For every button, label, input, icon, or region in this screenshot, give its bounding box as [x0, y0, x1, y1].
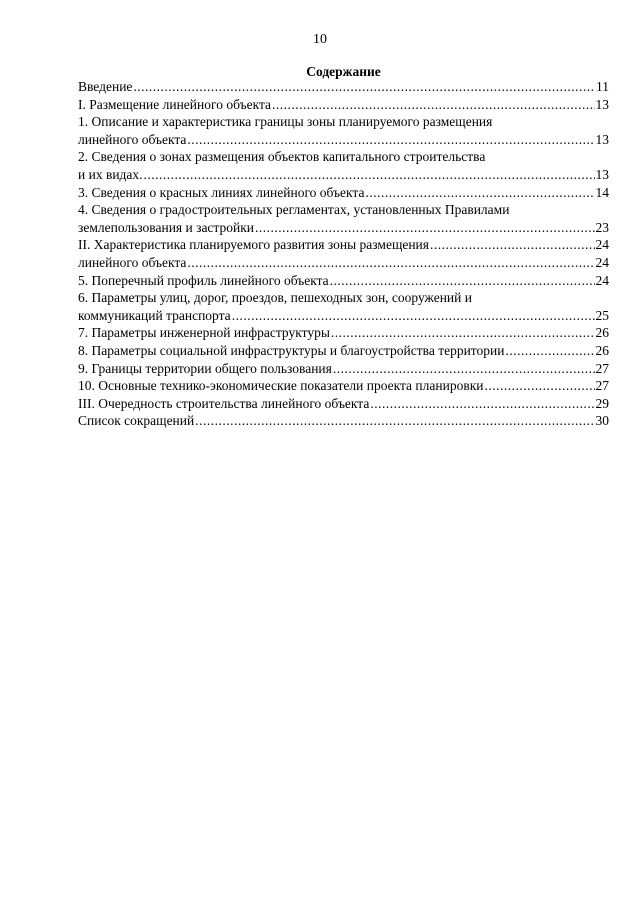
toc-entry-line [78, 272, 609, 290]
toc-page-number: 27 [595, 360, 609, 376]
toc-entry [78, 148, 609, 183]
toc-entry-title: III. Очередность строительства линейного объекта [78, 395, 370, 411]
toc-page-number: 24 [595, 272, 609, 288]
toc-dot-leader [505, 342, 594, 360]
toc-entry-title: линейного объекта [78, 254, 187, 270]
toc-entry-title: II. Характеристика планируемого развития зоны размещения [78, 237, 429, 253]
toc-entry-title: I. Размещение линейного объекта [78, 96, 272, 112]
toc-entry-title: и их видах. [78, 166, 143, 182]
toc-entry-title: линейного объекта [78, 131, 187, 147]
toc-title: Содержание [306, 64, 381, 79]
toc-entry-text-line: 6. Параметры улиц, дорог, проездов, пешеходных зон, сооружений и [78, 290, 472, 306]
toc-page-number: 26 [595, 325, 609, 341]
toc-page-number: 29 [595, 395, 609, 411]
toc-entry-line [78, 254, 609, 272]
toc-entry [78, 377, 609, 395]
toc-entry [78, 96, 609, 114]
toc-entry-line [78, 307, 609, 325]
toc-entry-title: коммуникаций транспорта [78, 307, 231, 323]
toc-page-number: 27 [595, 378, 609, 394]
toc-entry [78, 289, 609, 324]
toc-entry-line [78, 78, 609, 96]
toc-page-number: 30 [595, 413, 609, 429]
toc-dot-leader [272, 96, 594, 114]
toc-entry [78, 272, 609, 290]
toc-dot-leader [366, 184, 595, 202]
toc-page-number: 13 [595, 166, 609, 182]
toc-entry [78, 254, 609, 272]
toc-entry-line [78, 412, 609, 430]
toc-entry-line [78, 96, 609, 114]
toc-entry [78, 342, 609, 360]
toc-dot-leader [255, 219, 594, 237]
toc-entry [78, 324, 609, 342]
toc-dot-leader [330, 272, 595, 290]
toc-entry-title: Введение [78, 79, 133, 94]
toc-entry-line [78, 395, 609, 413]
toc-page-number: 24 [595, 254, 609, 270]
toc-dot-leader [370, 395, 594, 413]
toc-entry-title: 10. Основные технико-экономические показатели проекта планировки [78, 378, 484, 394]
toc-entry [78, 412, 609, 430]
toc-entry-line [78, 219, 609, 237]
toc-entry-title: землепользования и застройки [78, 219, 255, 235]
toc-entry-line [78, 166, 609, 184]
toc-dot-leader [133, 78, 595, 96]
toc-page-number: 11 [596, 79, 609, 94]
toc-dot-leader [430, 236, 595, 254]
toc-dot-leader [195, 412, 594, 430]
toc-entry [78, 236, 609, 254]
toc-page-number: 24 [595, 237, 609, 253]
toc-entry [78, 395, 609, 413]
toc-dot-leader [144, 166, 595, 184]
toc-page-number: 13 [595, 96, 609, 112]
toc-dot-leader [187, 254, 594, 272]
toc-entry-text-line: 2. Сведения о зонах размещения объектов капитального строительства [78, 149, 486, 165]
toc-entry-title: 5. Поперечный профиль линейного объекта [78, 272, 329, 288]
toc-entry-text-line: 4. Сведения о градостроительных регламентах, установленных Правилами [78, 202, 510, 218]
toc-entry-line [78, 377, 609, 395]
toc-dot-leader [331, 324, 595, 342]
toc-page-number: 25 [595, 307, 609, 323]
toc-entry-line [78, 131, 609, 149]
toc-page-number: 14 [595, 184, 609, 200]
toc-dot-leader [232, 307, 595, 325]
toc-entry-line [78, 236, 609, 254]
toc-entry-title: Список сокращений [78, 413, 195, 429]
toc-page-number: 23 [595, 219, 609, 235]
toc-entry-title: 8. Параметры социальной инфраструктуры и благоустройства территории [78, 342, 505, 358]
toc-dot-leader [484, 377, 594, 395]
toc-dot-leader [187, 131, 594, 149]
toc-entry-title: 7. Параметры инженерной инфраструктуры [78, 325, 330, 341]
table-of-contents [78, 78, 609, 430]
page-number: 10 [313, 32, 327, 47]
toc-entry-text-line: 1. Описание и характеристика границы зоны планируемого размещения [78, 114, 493, 130]
toc-entry-line [78, 342, 609, 360]
toc-entry-line [78, 360, 609, 378]
toc-entry-line [78, 184, 609, 202]
toc-entry [78, 113, 609, 148]
toc-entry [78, 360, 609, 378]
toc-dot-leader [333, 360, 595, 378]
toc-page-number: 13 [595, 131, 609, 147]
toc-page-number: 26 [595, 342, 609, 358]
toc-entry-line [78, 324, 609, 342]
toc-entry-title: 9. Границы территории общего пользования [78, 360, 332, 376]
toc-entry [78, 78, 609, 96]
toc-entry [78, 184, 609, 202]
toc-entry [78, 201, 609, 236]
toc-entry-title: 3. Сведения о красных линиях линейного объекта [78, 184, 365, 200]
